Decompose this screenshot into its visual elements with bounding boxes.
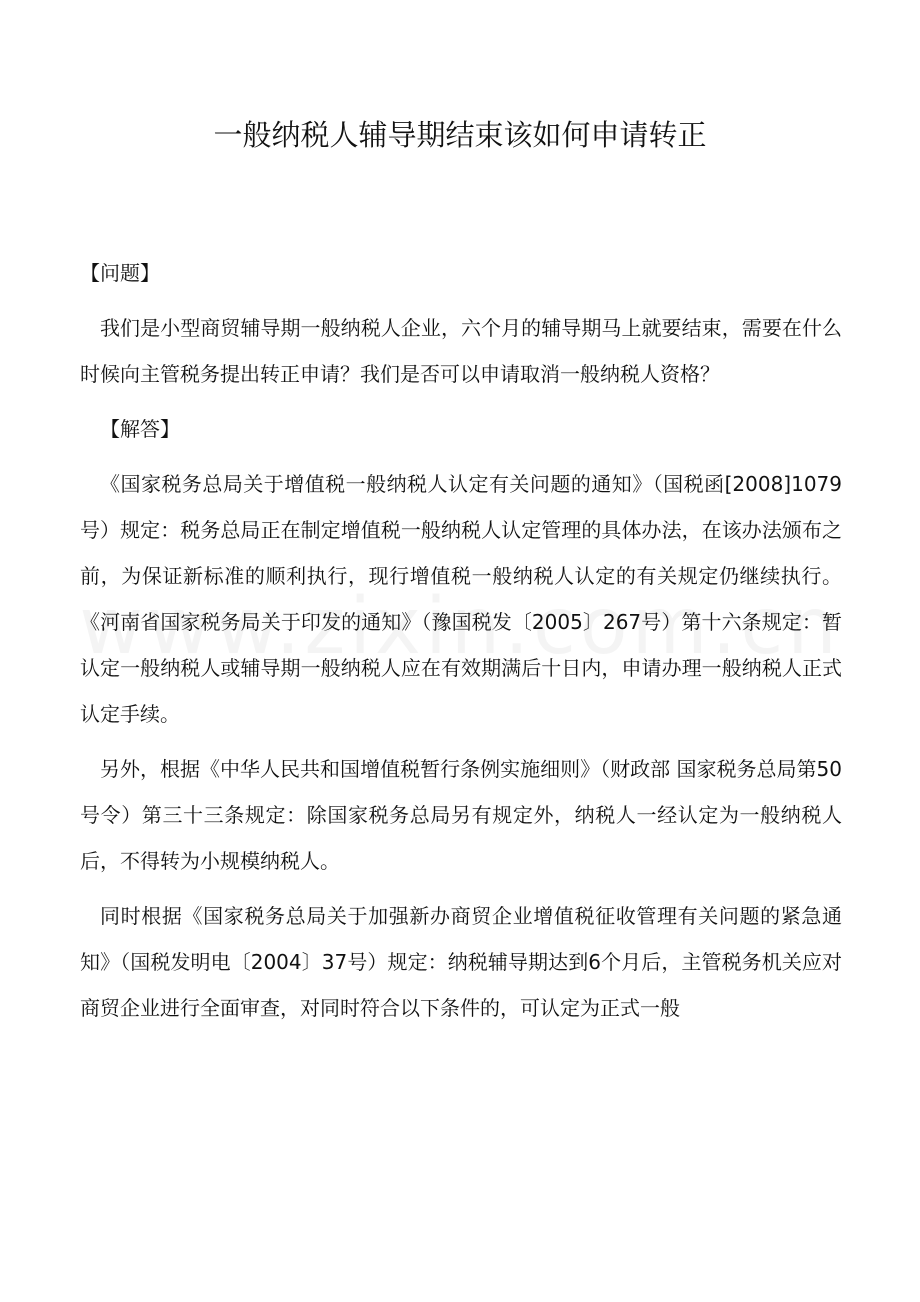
- answer-label: 【解答】: [100, 417, 180, 441]
- question-label: 【问题】: [80, 261, 160, 285]
- document-body: [80, 250, 842, 1040]
- document-title: 一般纳税人辅导期结束该如何申请转正: [213, 118, 707, 152]
- answer-paragraph-2: 另外，根据《中华人民共和国增值税暂行条例实施细则》（财政部 国家税务总局第50号令）第三十三条规定：除国家税务总局另有规定外，纳税人一经认定为一般纳税人后，不得转为小规模纳税人。: [80, 757, 842, 873]
- question-paragraph: 我们是小型商贸辅导期一般纳税人企业，六个月的辅导期马上就要结束，需要在什么时候向主管税务提出转正申请？我们是否可以申请取消一般纳税人资格？: [80, 316, 842, 386]
- answer-paragraph-3: 同时根据《国家税务总局关于加强新办商贸企业增值税征收管理有关问题的紧急通知》（国税发明电〔2004〕37号）规定：纳税辅导期达到6个月后，主管税务机关应对商贸企业进行全面审查，对同时符合以下条件的，可认定为正式一般: [80, 904, 842, 1020]
- answer-paragraph-1: 《国家税务总局关于增值税一般纳税人认定有关问题的通知》（国税函[2008]1079号）规定：税务总局正在制定增值税一般纳税人认定管理的具体办法，在该办法颁布之前，为保证新标准的顺利执行，现行增值税一般纳税人认定的有关规定仍继续执行。《河南省国家税务局关于印发的通知》（豫国税发〔2005〕267号）第十六条规定：暂认定一般纳税人或辅导期一般纳税人应在有效期满后十日内，申请办理一般纳税人正式认定手续。: [80, 472, 842, 726]
